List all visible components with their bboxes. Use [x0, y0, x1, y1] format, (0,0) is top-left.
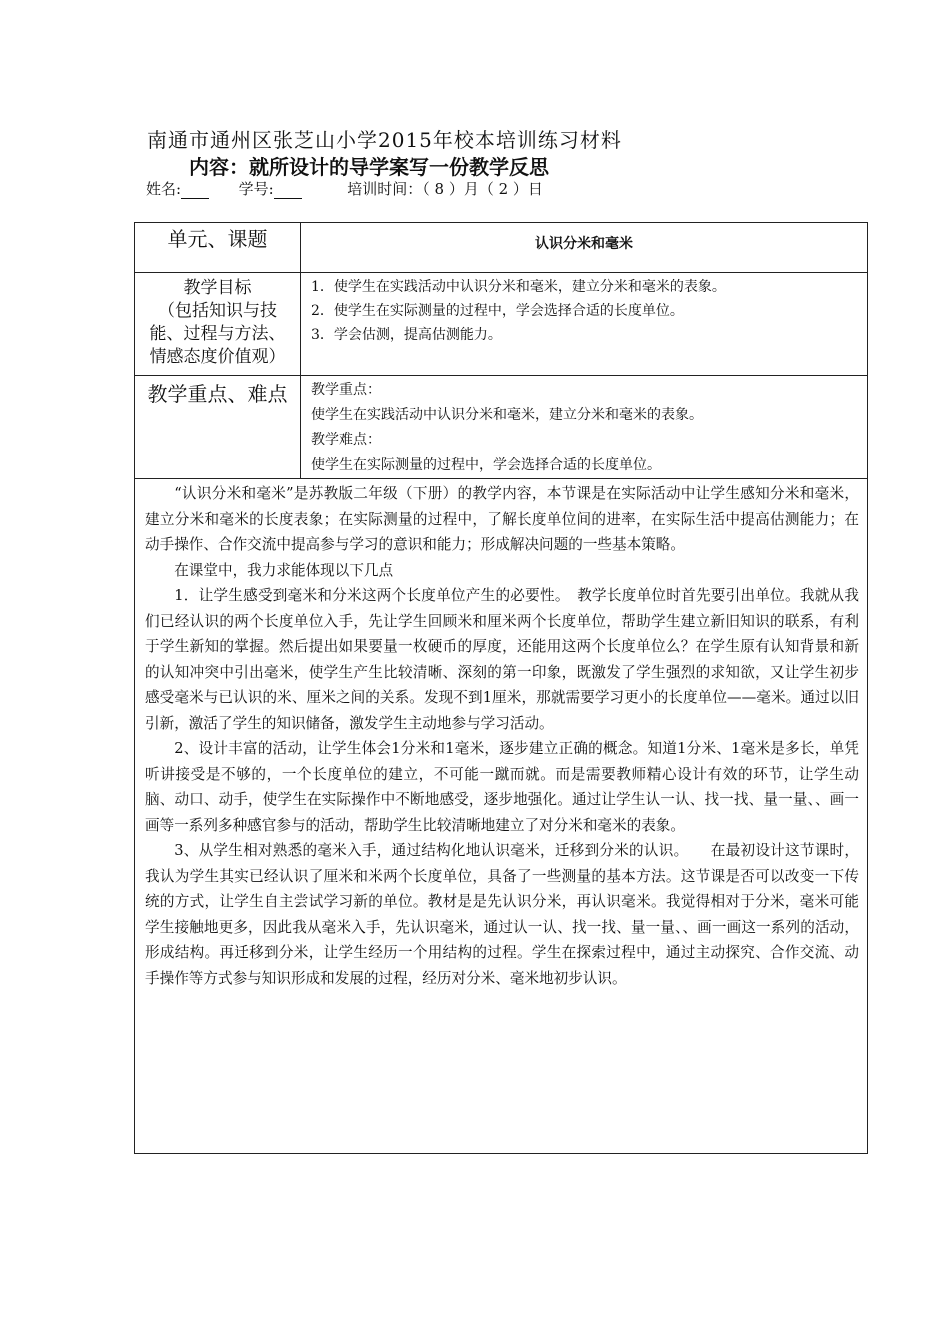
goals-label-line: 能、过程与方法、 — [149, 324, 286, 344]
unit-topic: 认识分米和毫米 — [301, 223, 868, 273]
student-id-blank — [274, 184, 302, 199]
difficulty-heading: 教学难点： — [311, 432, 381, 448]
key-point-heading: 教学重点： — [311, 382, 381, 398]
goals-list — [301, 273, 868, 376]
document-subtitle: 内容：就所设计的导学案写一份教学反思 — [189, 155, 549, 179]
key-points-row — [135, 376, 868, 479]
name-label: 姓名: — [146, 180, 182, 198]
reflection-paragraph: “认识分米和毫米”是苏教版二年级（下册）的教学内容，本节课是在实际活动中让学生感知分米和毫米，建立分米和毫米的长度表象；在实际测量的过程中，了解长度单位间的进率，在实际生活中提高估测能力；在动手操作、合作交流中提高参与学习的意识和能力；形成解决问题的一些基本策略。 — [145, 485, 859, 553]
unit-label: 单元、课题 — [135, 223, 301, 273]
reflection-body — [135, 479, 868, 1154]
reflection-row — [135, 479, 868, 1154]
lesson-reflection-table — [134, 222, 868, 1154]
goal-item: 1．使学生在实践活动中认识分米和毫米，建立分米和毫米的表象。 — [311, 279, 726, 295]
student-id-label: 学号: — [238, 180, 274, 198]
reflection-paragraph: 1．让学生感受到毫米和分米这两个长度单位产生的必要性。 教学长度单位时首先要引出单位。我就从我们已经认识的两个长度单位入手，先让学生回顾米和厘米两个长度单位，帮助学生建立新旧知识的联系，有利于学生新知的掌握。然后提出如果要量一枚硬币的厚度，还能用这两个长度单位么？在学生原有认知背景和新的认知冲突中引出毫米，使学生产生比较清晰、深刻的第一印象，既激发了学生强烈的求知欲，又让学生初步感受毫米与已认识的米、厘米之间的关系。发现不到1厘米，那就需要学习更小的长度单位——毫米。通过以旧引新，激活了学生的知识储备，激发学生主动地参与学习活动。 — [145, 587, 859, 732]
goal-item: 3．学会估测，提高估测能力。 — [311, 327, 502, 343]
goals-row — [135, 273, 868, 376]
trainee-info-line — [146, 178, 543, 199]
goals-label-line: 情感态度价值观） — [149, 347, 286, 367]
difficulty-text: 使学生在实际测量的过程中，学会选择合适的长度单位。 — [311, 457, 661, 473]
key-points-label: 教学重点、难点 — [135, 376, 301, 479]
document-title: 南通市通州区张芝山小学2015年校本培训练习材料 — [147, 128, 622, 152]
training-date: 培训时间：（ 8 ）月（ 2 ）日 — [347, 180, 543, 198]
reflection-paragraph: 2、设计丰富的活动，让学生体会1分米和1毫米，逐步建立正确的概念。知道1分米、1毫米是多长，单凭听讲接受是不够的，一个长度单位的建立，不可能一蹴而就。而是需要教师精心设计有效的环节，让学生动脑、动口、动手，使学生在实际操作中不断地感受，逐步地强化。通过让学生认一认、找一找、量一量、、画一画等一系列多种感官参与的活动，帮助学生比较清晰地建立了对分米和毫米的表象。 — [145, 740, 859, 834]
goals-label — [135, 273, 301, 376]
key-points-list — [301, 376, 868, 479]
name-blank — [181, 184, 209, 199]
reflection-paragraph: 3、从学生相对熟悉的毫米入手，通过结构化地认识毫米，迁移到分米的认识。 在最初设计这节课时，我认为学生其实已经认识了厘米和米两个长度单位，具备了一些测量的基本方法。这节课是否可以改变一下传统的方式，让学生自主尝试学习新的单位。教材是是先认识分米，再认识毫米。我觉得相对于分米，毫米可能学生接触地更多，因此我从毫米入手，先认识毫米，通过认一认、找一找、量一量、、画一画这一系列的活动，形成结构。再迁移到分米，让学生经历一个用结构的过程。学生在探索过程中，通过主动探究、合作交流、动手操作等方式参与知识形成和发展的过程，经历对分米、毫米地初步认识。 — [145, 842, 859, 987]
goals-label-line: 教学目标 — [183, 278, 252, 298]
goals-label-line: （包括知识与技 — [158, 301, 277, 321]
unit-row — [135, 223, 868, 273]
reflection-paragraph: 在课堂中，我力求能体现以下几点 — [174, 561, 394, 579]
goal-item: 2．使学生在实际测量的过程中，学会选择合适的长度单位。 — [311, 303, 684, 319]
key-point-text: 使学生在实践活动中认识分米和毫米，建立分米和毫米的表象。 — [311, 407, 703, 423]
